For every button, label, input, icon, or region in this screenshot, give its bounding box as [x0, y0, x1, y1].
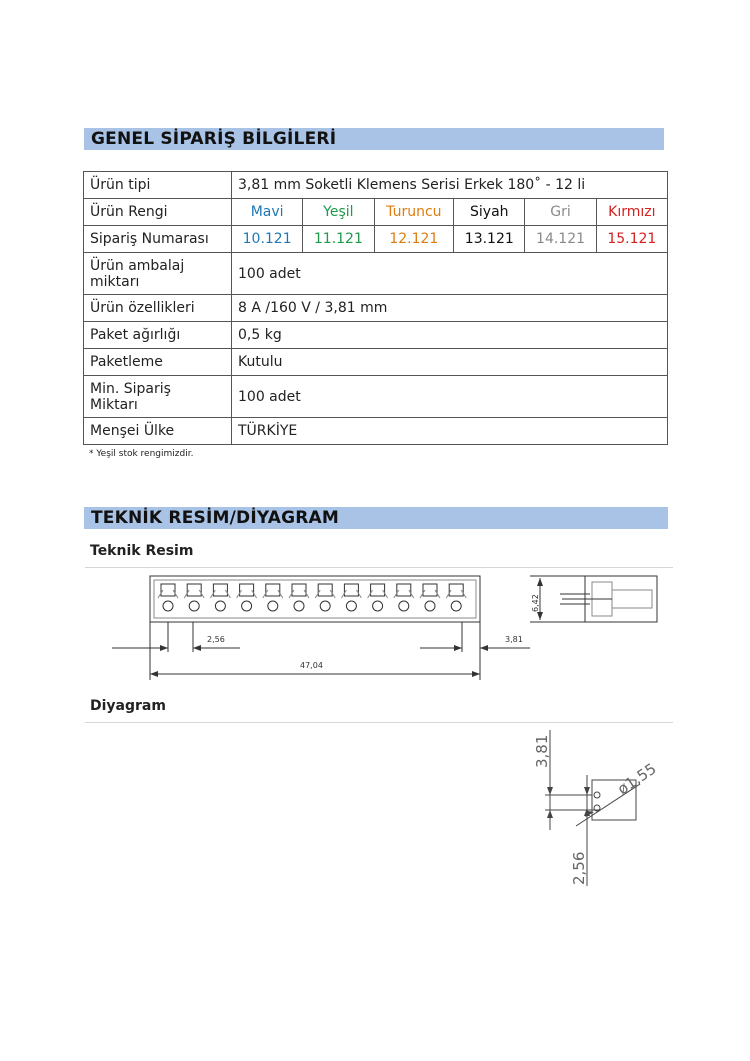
section-title-technical: TEKNİK RESİM/DİYAGRAM [91, 508, 340, 528]
color-name-yesil: Yeşil [303, 199, 374, 226]
order-code-siyah: 13.121 [454, 226, 525, 253]
weight-label: Paket ağırlığı [84, 322, 232, 349]
diagram-heading: Diyagram [90, 698, 166, 714]
packaging-label: Paketleme [84, 349, 232, 376]
section-title-general: GENEL SİPARİŞ BİLGİLERİ [91, 129, 337, 149]
origin-label: Menşei Ülke [84, 418, 232, 445]
diagram-label-offset: 2,56 [570, 851, 588, 885]
color-name-gri: Gri [525, 199, 596, 226]
package-qty-label-line2: miktarı [90, 273, 140, 290]
order-code-kirmizi: 15.121 [596, 226, 667, 253]
technical-drawing-heading: Teknik Resim [90, 543, 194, 559]
packaging-value: Kutulu [232, 349, 668, 376]
features-value: 8 A /160 V / 3,81 mm [232, 295, 668, 322]
dim-label-pitch: 2,56 [207, 635, 225, 644]
color-label: Ürün Rengi [84, 199, 232, 226]
dim-label-end: 3,81 [505, 635, 523, 644]
color-name-siyah: Siyah [454, 199, 525, 226]
diagram-label-spacing: 3,81 [533, 734, 551, 768]
color-name-kirmizi: Kırmızı [596, 199, 667, 226]
hole-top [594, 792, 600, 798]
origin-value: TÜRKİYE [232, 418, 668, 445]
product-type-label: Ürün tipi [84, 172, 232, 199]
order-number-label: Sipariş Numarası [84, 226, 232, 253]
package-qty-value: 100 adet [232, 253, 668, 295]
weight-value: 0,5 kg [232, 322, 668, 349]
order-code-yesil: 11.121 [303, 226, 374, 253]
min-order-value: 100 adet [232, 376, 668, 418]
order-code-mavi: 10.121 [232, 226, 303, 253]
product-type-value: 3,81 mm Soketli Klemens Serisi Erkek 180˚ - 12 li [232, 172, 668, 199]
dim-label-length: 47,04 [300, 661, 323, 670]
min-order-label-line2: Miktarı [90, 396, 138, 413]
diagram-label-hole: ø1,55 [614, 759, 660, 799]
dim-label-height: 6,42 [531, 594, 540, 612]
stock-color-note: * Yeşil stok rengimizdir. [89, 449, 194, 459]
package-qty-label-line1: Ürün ambalaj [90, 257, 185, 274]
features-label: Ürün özellikleri [84, 295, 232, 322]
color-name-mavi: Mavi [232, 199, 303, 226]
color-name-turuncu: Turuncu [374, 199, 454, 226]
order-code-gri: 14.121 [525, 226, 596, 253]
order-code-turuncu: 12.121 [374, 226, 454, 253]
min-order-label-line1: Min. Sipariş [90, 380, 171, 397]
